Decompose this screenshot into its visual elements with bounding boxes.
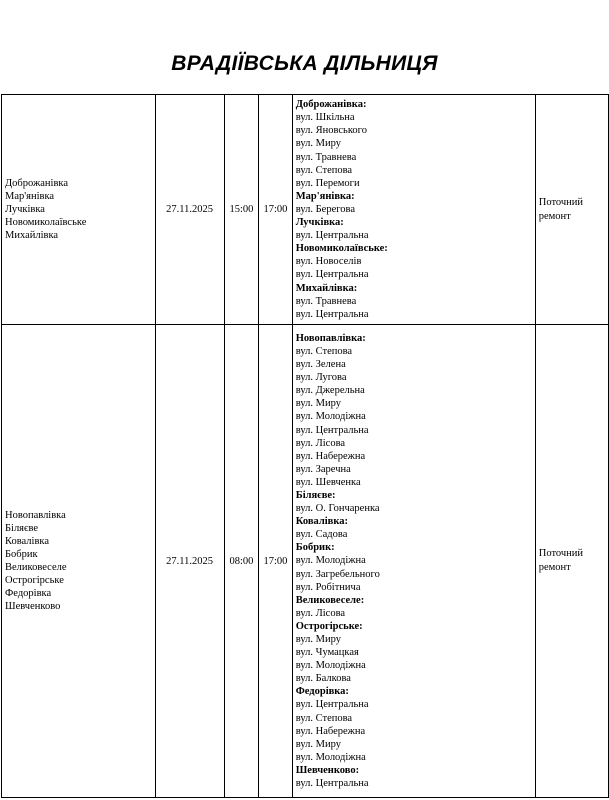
street-name: вул. О. Гончаренка bbox=[295, 503, 380, 515]
settlement-heading: Лучківка: bbox=[295, 217, 344, 229]
street-name: вул. Джерельна bbox=[295, 385, 365, 397]
table-row bbox=[2, 95, 609, 325]
outage-schedule-table bbox=[1, 94, 609, 798]
settlement-heading: Біляєве: bbox=[295, 489, 336, 501]
village-name: Великовеселе bbox=[5, 562, 67, 573]
village-name: Доброжанівка bbox=[5, 178, 69, 189]
start-time-cell: 15:00 bbox=[224, 95, 259, 325]
village-name: Новомиколаївське bbox=[5, 217, 87, 228]
street-name: вул. Центральна bbox=[295, 308, 369, 320]
village-name: Новопавлівка bbox=[5, 510, 66, 521]
work-type-cell bbox=[535, 325, 608, 798]
street-name: вул. Миру bbox=[295, 634, 341, 646]
street-name: вул. Заречна bbox=[295, 463, 351, 475]
street-name: вул. Берегова bbox=[295, 203, 356, 215]
street-name: вул. Шкільна bbox=[295, 112, 355, 124]
street-name: вул. Яновського bbox=[295, 125, 367, 137]
street-name: вул. Степова bbox=[295, 712, 353, 724]
street-name: вул. Лісова bbox=[295, 607, 346, 619]
page-title: ВРАДІЇВСЬКА ДІЛЬНИЦЯ bbox=[171, 52, 438, 75]
work-type-cell bbox=[535, 95, 608, 325]
table-row bbox=[2, 325, 609, 798]
village-name: Лучківка bbox=[5, 204, 45, 215]
street-name: вул. Центральна bbox=[295, 424, 369, 436]
street-name: вул. Молодіжна bbox=[295, 751, 366, 763]
village-name: Шевченково bbox=[5, 601, 61, 612]
street-name: вул. Травнева bbox=[295, 151, 357, 163]
street-name: вул. Лугова bbox=[295, 372, 347, 384]
street-name: вул. Миру bbox=[295, 398, 341, 410]
settlement-heading: Доброжанівка: bbox=[295, 99, 367, 111]
street-name: вул. Молодіжна bbox=[295, 660, 366, 672]
village-name: Ковалівка bbox=[5, 536, 50, 547]
street-name: вул. Молодіжна bbox=[295, 411, 366, 423]
settlement-heading: Мар'янівка: bbox=[295, 190, 355, 202]
street-name: вул. Загребельного bbox=[295, 568, 380, 580]
date-cell: 27.11.2025 bbox=[155, 325, 224, 798]
street-name: вул. Травнева bbox=[295, 295, 357, 307]
street-name: вул. Центральна bbox=[295, 778, 369, 790]
settlement-heading: Острогірське: bbox=[295, 620, 363, 632]
village-name: Острогірське bbox=[5, 575, 64, 586]
village-name: Бобрик bbox=[5, 549, 38, 560]
work-type-text: Поточний bbox=[538, 196, 584, 208]
street-name: вул. Зелена bbox=[295, 359, 346, 371]
street-name: вул. Миру bbox=[295, 738, 341, 750]
work-type-text: ремонт bbox=[538, 562, 571, 573]
village-name: Федорівка bbox=[5, 588, 52, 599]
street-name: вул. Набережна bbox=[295, 725, 366, 737]
street-name: вул. Центральна bbox=[295, 269, 369, 281]
schedule-body bbox=[2, 95, 609, 798]
streets-cell bbox=[292, 325, 535, 798]
villages-cell bbox=[2, 95, 156, 325]
start-time-cell: 08:00 bbox=[224, 325, 259, 798]
settlement-heading: Новомиколаївське: bbox=[295, 243, 388, 255]
end-time-cell: 17:00 bbox=[259, 325, 293, 798]
settlement-heading: Бобрик: bbox=[295, 542, 335, 554]
street-name: вул. Чумацкая bbox=[295, 647, 359, 659]
street-name: вул. Степова bbox=[295, 345, 353, 357]
settlement-heading: Шевченково: bbox=[295, 764, 360, 776]
settlement-heading: Федорівка: bbox=[295, 686, 349, 698]
street-name: вул. Миру bbox=[295, 138, 341, 150]
village-name: Мар'янівка bbox=[5, 191, 55, 202]
street-name: вул. Шевченка bbox=[295, 476, 361, 488]
street-name: вул. Перемоги bbox=[295, 177, 360, 189]
settlement-heading: Ковалівка: bbox=[295, 516, 348, 528]
street-name: вул. Центральна bbox=[295, 230, 369, 242]
streets-cell bbox=[292, 95, 535, 325]
street-name: вул. Лісова bbox=[295, 437, 346, 449]
work-type-text: ремонт bbox=[538, 210, 571, 222]
settlement-heading: Новопавлівка: bbox=[295, 332, 366, 344]
settlement-heading: Михайлівка: bbox=[295, 282, 358, 294]
street-name: вул. Садова bbox=[295, 529, 348, 541]
street-name: вул. Балкова bbox=[295, 673, 351, 685]
street-name: вул. Центральна bbox=[295, 699, 369, 711]
street-name: вул. Робітнича bbox=[295, 581, 361, 593]
end-time-cell: 17:00 bbox=[259, 95, 293, 325]
village-name: Біляєве bbox=[5, 523, 39, 534]
street-name: вул. Новоселів bbox=[295, 256, 362, 268]
date-cell: 27.11.2025 bbox=[155, 95, 224, 325]
village-name: Михайлівка bbox=[5, 230, 59, 241]
settlement-heading: Великовеселе: bbox=[295, 594, 365, 606]
street-name: вул. Степова bbox=[295, 164, 353, 176]
street-name: вул. Набережна bbox=[295, 450, 366, 462]
villages-cell bbox=[2, 325, 156, 798]
work-type-text: Поточний bbox=[538, 548, 584, 559]
street-name: вул. Молодіжна bbox=[295, 555, 366, 567]
